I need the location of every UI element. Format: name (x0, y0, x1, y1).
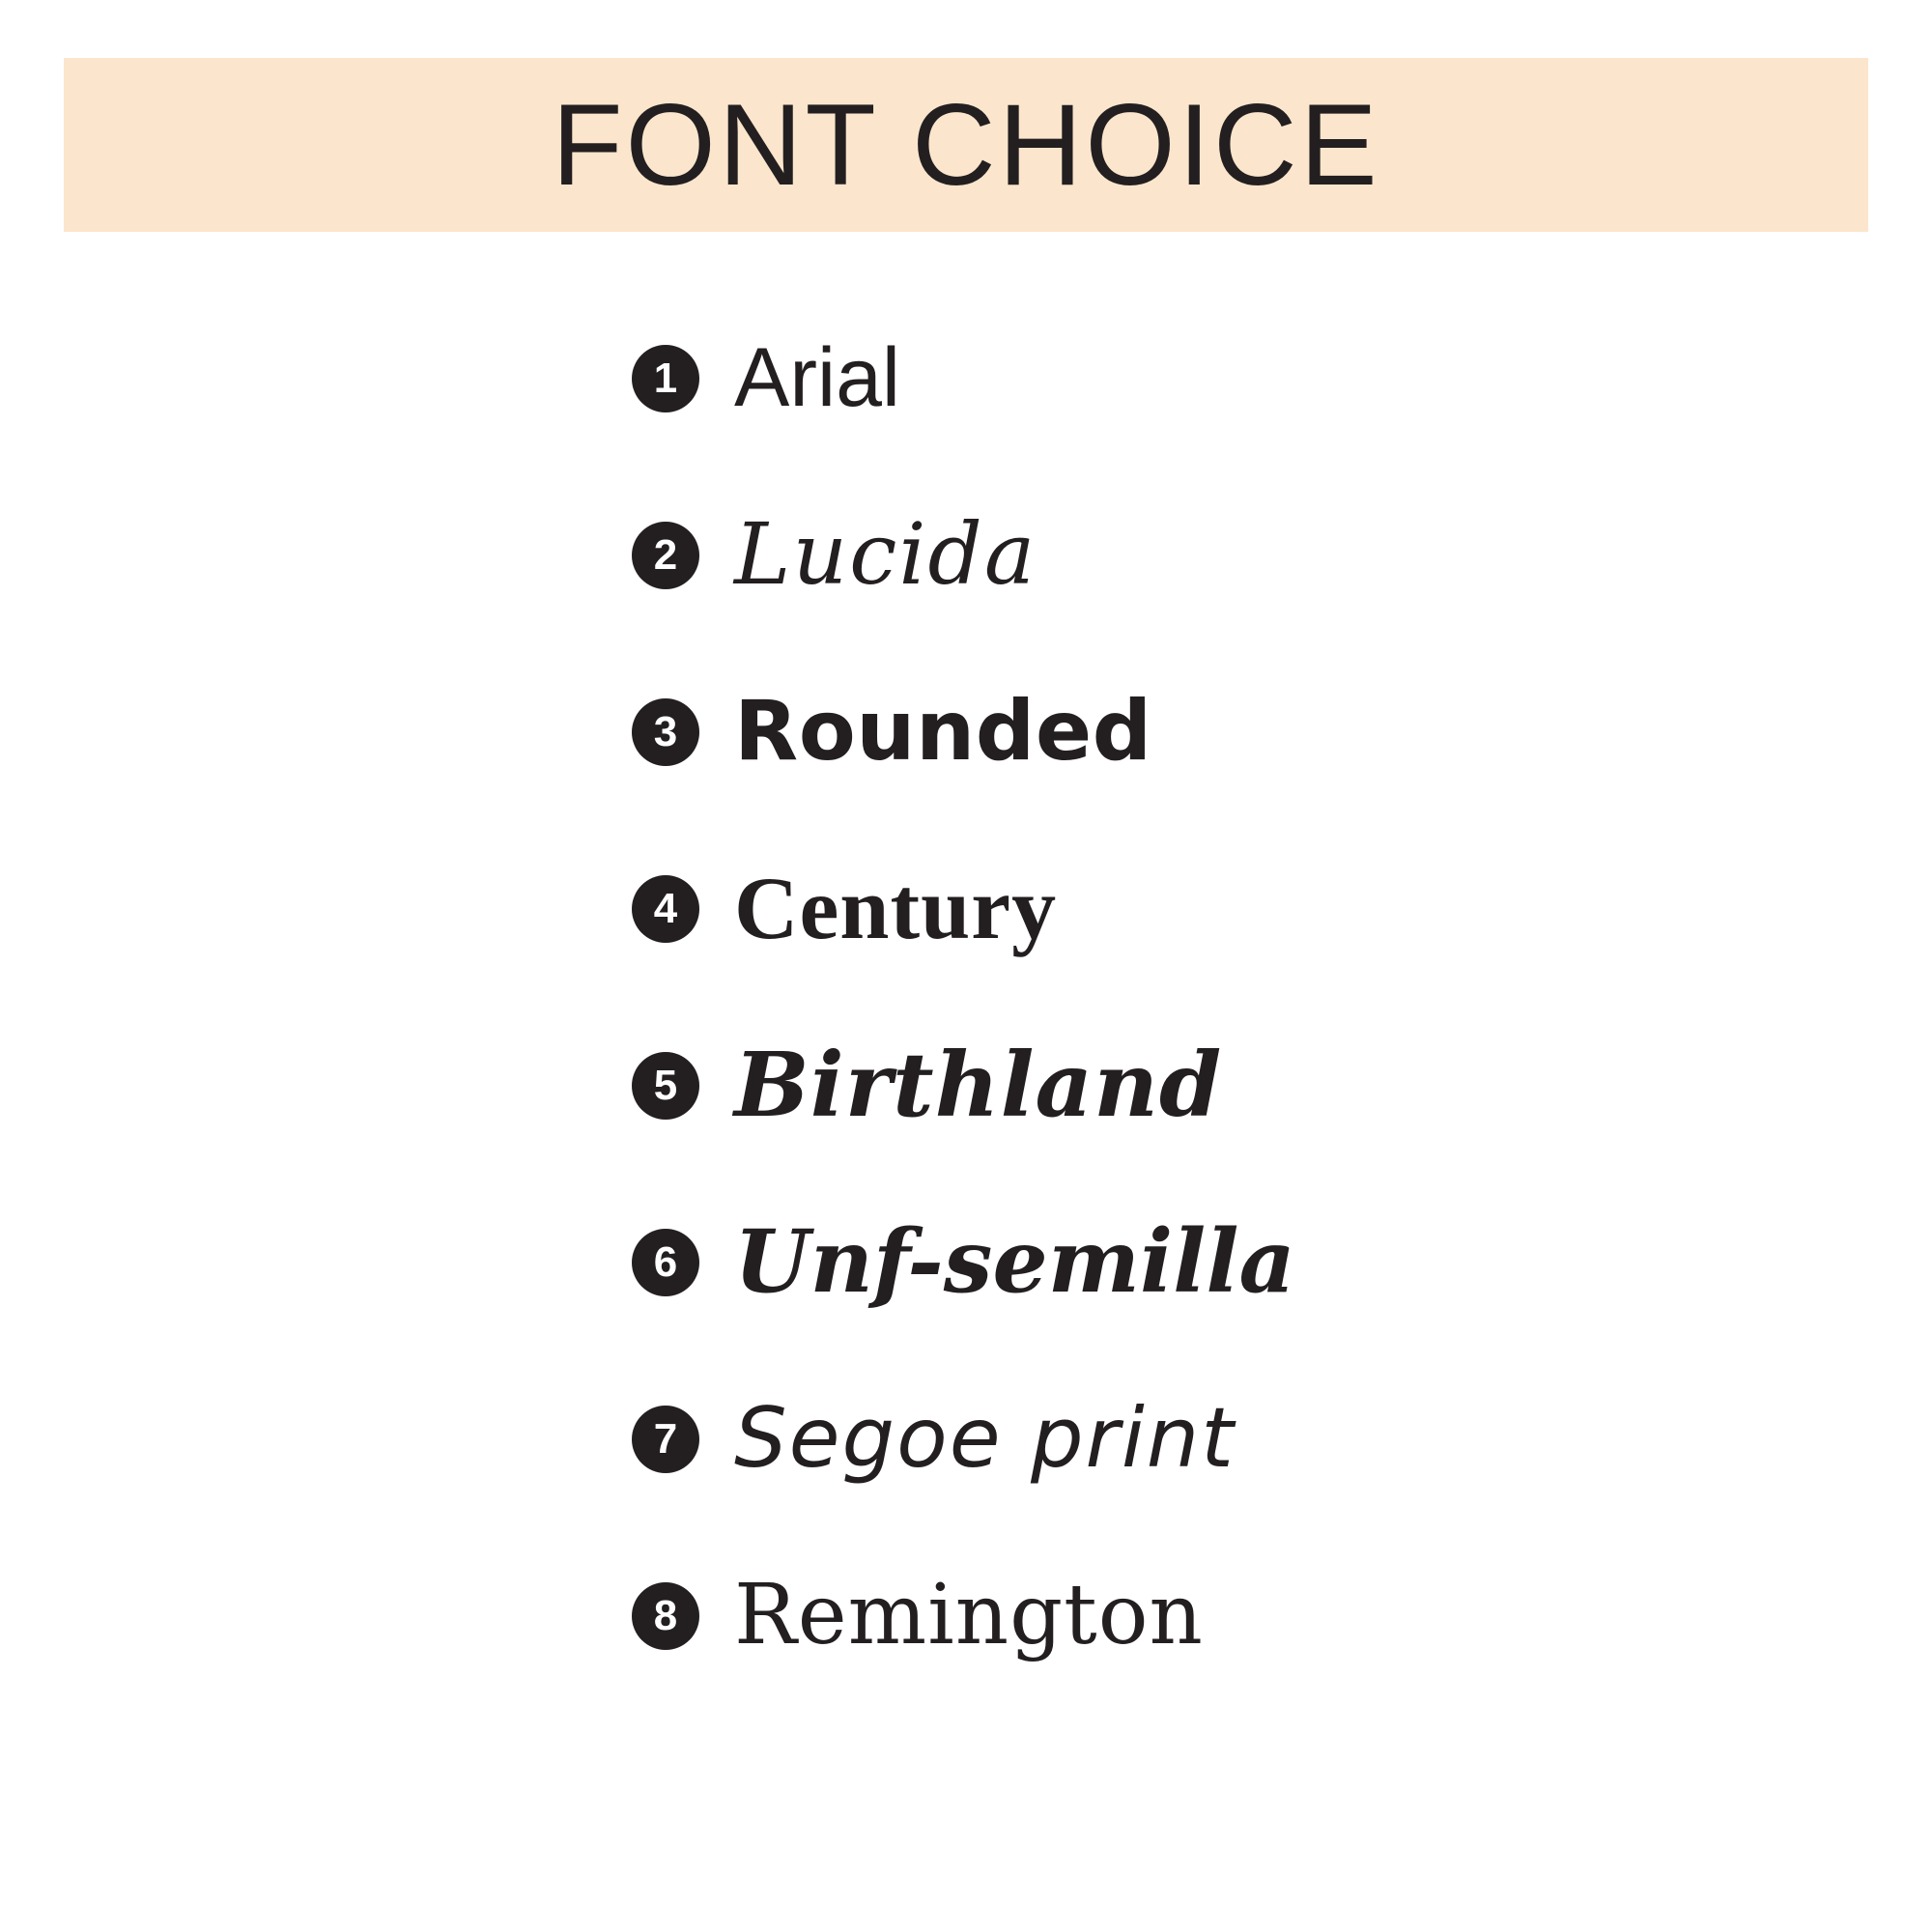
badge-cell (0, 1582, 734, 1650)
font-sample-label: Rounded (734, 683, 1152, 781)
sample-cell (734, 504, 1932, 605)
list-item[interactable] (0, 820, 1932, 997)
sample-cell (734, 683, 1932, 781)
font-sample-label: Lucida (734, 504, 1037, 605)
list-item[interactable] (0, 290, 1932, 467)
number-badge-icon: 8 (632, 1582, 699, 1650)
sample-cell (734, 859, 1932, 958)
sample-cell (734, 331, 1932, 425)
sample-cell (734, 1567, 1932, 1664)
badge-cell (0, 1229, 734, 1296)
badge-cell (0, 875, 734, 943)
sample-cell (734, 1033, 1932, 1138)
number-badge-icon: 6 (632, 1229, 699, 1296)
badge-cell (0, 698, 734, 766)
font-sample-label: Century (734, 859, 1058, 958)
list-item[interactable] (0, 997, 1932, 1174)
font-sample-label: Birthland (734, 1033, 1223, 1138)
font-sample-label: Segoe print (734, 1390, 1236, 1488)
list-item[interactable] (0, 467, 1932, 643)
badge-cell (0, 1406, 734, 1473)
font-sample-label: Arial (734, 331, 901, 425)
badge-cell (0, 522, 734, 589)
number-badge-icon: 2 (632, 522, 699, 589)
number-badge-icon: 7 (632, 1406, 699, 1473)
sample-cell (734, 1210, 1932, 1314)
list-item[interactable] (0, 1527, 1932, 1704)
font-sample-label: Unf-semilla (734, 1210, 1295, 1314)
number-badge-icon: 5 (632, 1052, 699, 1120)
badge-cell (0, 1052, 734, 1120)
list-item[interactable] (0, 1174, 1932, 1350)
font-sample-label: Remington (734, 1567, 1204, 1664)
font-option-list (0, 290, 1932, 1704)
badge-cell (0, 345, 734, 412)
page-title: FONT CHOICE (552, 80, 1380, 210)
list-item[interactable] (0, 643, 1932, 820)
list-item[interactable] (0, 1350, 1932, 1527)
sample-cell (734, 1390, 1932, 1488)
number-badge-icon: 1 (632, 345, 699, 412)
title-banner (64, 58, 1868, 232)
number-badge-icon: 4 (632, 875, 699, 943)
number-badge-icon: 3 (632, 698, 699, 766)
